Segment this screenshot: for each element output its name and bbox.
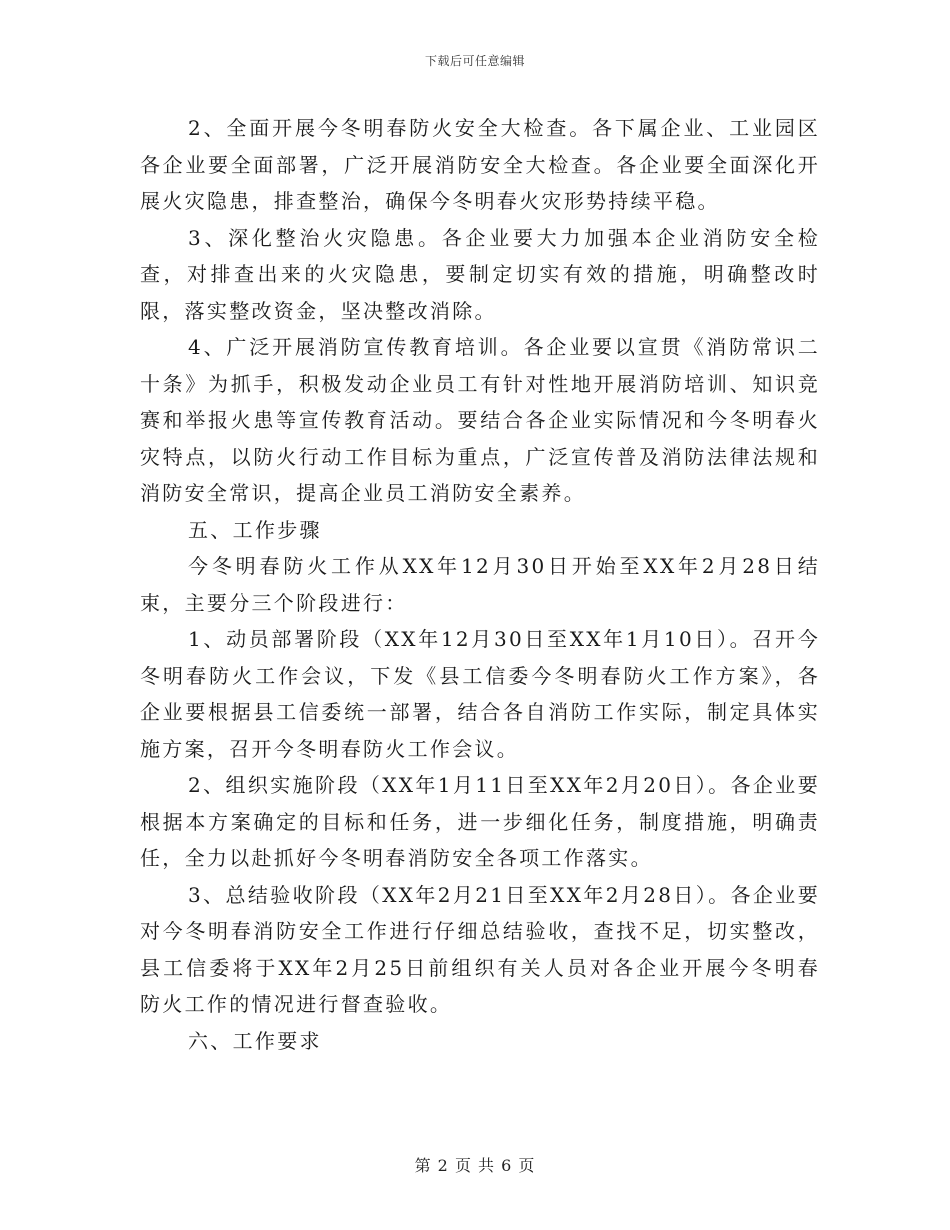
page-header: 下载后可任意编辑 xyxy=(424,54,525,68)
paragraph-item-4-education: 4、广泛开展消防宣传教育培训。各企业要以宣贯《消防常识二十条》为抓手，积极发动企业员工有针对性地开展消防培训、知识竞赛和举报火患等宣传教育活动。要结合各企业实际情况和今冬明春火灾特点，以防火行动工作目标为重点，广泛宣传普及消防法律法规和消防安全常识，提高企业员工消防安全素养。 xyxy=(140,335,820,505)
section-heading-work-steps: 五、工作步骤 xyxy=(188,517,322,542)
document-body xyxy=(140,110,820,1059)
paragraph-work-steps-intro: 今冬明春防火工作从XX年12月30日开始至XX年2月28日结束，主要分三个阶段进行： xyxy=(140,554,820,615)
page-footer: 第 2 页 共 6 页 xyxy=(414,1156,536,1175)
paragraph-stage-3-acceptance: 3、总结验收阶段（XX年2月21日至XX年2月28日）。各企业要对今冬明春消防安全工作进行仔细总结验收，查找不足，切实整改，县工信委将于XX年2月25日前组织有关人员对各企业开展今冬明春防火工作的情况进行督查验收。 xyxy=(140,882,820,1016)
paragraph-item-2-inspection: 2、全面开展今冬明春防火安全大检查。各下属企业、工业园区各企业要全面部署，广泛开展消防安全大检查。各企业要全面深化开展火灾隐患，排查整治，确保今冬明春火灾形势持续平稳。 xyxy=(140,116,820,213)
paragraph-stage-2-implementation: 2、组织实施阶段（XX年1月11日至XX年2月20日）。各企业要根据本方案确定的目标和任务，进一步细化任务，制度措施，明确责任，全力以赴抓好今冬明春消防安全各项工作落实。 xyxy=(140,773,820,870)
section-heading-work-requirements: 六、工作要求 xyxy=(188,1028,322,1053)
paragraph-item-3-hazards: 3、深化整治火灾隐患。各企业要大力加强本企业消防安全检查，对排查出来的火灾隐患，要制定切实有效的措施，明确整改时限，落实整改资金，坚决整改消除。 xyxy=(140,225,820,323)
paragraph-stage-1-mobilization: 1、动员部署阶段（XX年12月30日至XX年1月10日）。召开今冬明春防火工作会议，下发《县工信委今冬明春防火工作方案》，各企业要根据县工信委统一部署，结合各自消防工作实际，制定具体实施方案，召开今冬明春防火工作会议。 xyxy=(140,627,820,761)
